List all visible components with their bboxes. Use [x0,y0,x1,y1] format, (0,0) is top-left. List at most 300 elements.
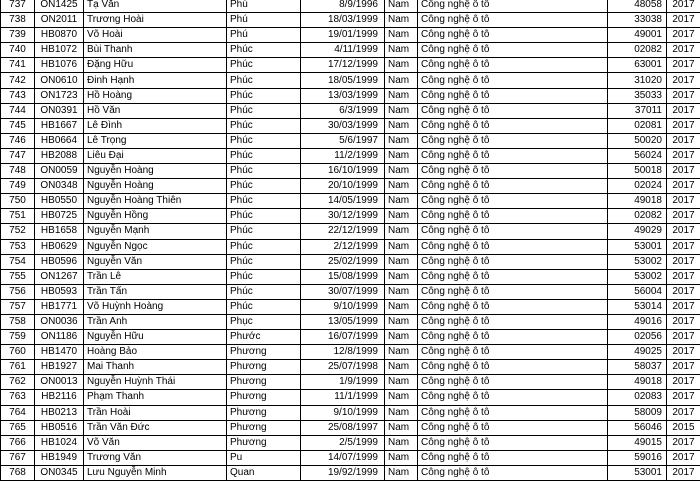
surname-cell: Nguyễn Hoàng Thiên [84,194,227,209]
given-name-cell: Phúc [227,58,301,73]
graduation-year-cell: 2017 [667,43,700,58]
major-cell: Công nghệ ô tô [418,450,608,465]
certificate-number-cell: 50020 [608,133,667,148]
date-of-birth-cell: 16/07/1999 [301,330,385,345]
gender-cell: Nam [385,194,418,209]
table-row [1,405,700,420]
graduation-year-cell: 2017 [667,0,700,13]
row-number-cell: 748 [1,164,35,179]
row-number-cell: 767 [1,450,35,465]
date-of-birth-cell: 30/07/1999 [301,284,385,299]
date-of-birth-cell: 25/08/1997 [301,420,385,435]
surname-cell: Bùi Thanh [84,43,227,58]
table-row [1,73,700,88]
given-name-cell: Phục [227,314,301,329]
graduation-year-cell: 2017 [667,179,700,194]
surname-cell: Võ Huỳnh Hoàng [84,299,227,314]
certificate-number-cell: 31020 [608,73,667,88]
table-row [1,420,700,435]
certificate-number-cell: 33038 [608,13,667,28]
date-of-birth-cell: 8/9/1996 [301,0,385,13]
student-code-cell: HB1771 [35,299,84,314]
row-number-cell: 741 [1,58,35,73]
surname-cell: Lê Đình [84,118,227,133]
given-name-cell: Phương [227,405,301,420]
student-code-cell: ON0036 [35,314,84,329]
certificate-number-cell: 49018 [608,194,667,209]
graduation-year-cell: 2017 [667,239,700,254]
graduation-year-cell: 2017 [667,103,700,118]
student-code-cell: ON0610 [35,73,84,88]
student-code-cell: HB0725 [35,209,84,224]
graduation-year-cell: 2017 [667,13,700,28]
date-of-birth-cell: 2/12/1999 [301,239,385,254]
date-of-birth-cell: 9/10/1999 [301,405,385,420]
row-number-cell: 759 [1,330,35,345]
certificate-number-cell: 59016 [608,450,667,465]
date-of-birth-cell: 11/1/1999 [301,390,385,405]
date-of-birth-cell: 19/01/1999 [301,28,385,43]
surname-cell: Trương Văn [84,450,227,465]
table-row [1,43,700,58]
gender-cell: Nam [385,360,418,375]
given-name-cell: Phúc [227,224,301,239]
table-row [1,254,700,269]
surname-cell: Nguyễn Hoàng [84,179,227,194]
gender-cell: Nam [385,73,418,88]
given-name-cell: Phúc [227,299,301,314]
gender-cell: Nam [385,239,418,254]
major-cell: Công nghệ ô tô [418,390,608,405]
surname-cell: Nguyễn Hoàng [84,164,227,179]
date-of-birth-cell: 9/10/1999 [301,299,385,314]
certificate-number-cell: 56024 [608,148,667,163]
certificate-number-cell: 58037 [608,360,667,375]
row-number-cell: 739 [1,28,35,43]
major-cell: Công nghệ ô tô [418,465,608,480]
certificate-number-cell: 58009 [608,405,667,420]
major-cell: Công nghệ ô tô [418,435,608,450]
gender-cell: Nam [385,13,418,28]
student-code-cell: ON0391 [35,103,84,118]
date-of-birth-cell: 25/07/1998 [301,360,385,375]
surname-cell: Trần Lê [84,269,227,284]
table-row [1,284,700,299]
student-code-cell: HB1470 [35,345,84,360]
given-name-cell: Phúc [227,103,301,118]
surname-cell: Phạm Thanh [84,390,227,405]
given-name-cell: Phương [227,375,301,390]
graduation-year-cell: 2017 [667,88,700,103]
table-row [1,390,700,405]
student-code-cell: ON2011 [35,13,84,28]
gender-cell: Nam [385,330,418,345]
student-code-cell: HB0664 [35,133,84,148]
major-cell: Công nghệ ô tô [418,164,608,179]
graduation-year-cell: 2017 [667,375,700,390]
certificate-number-cell: 49025 [608,345,667,360]
table-row [1,314,700,329]
certificate-number-cell: 49018 [608,375,667,390]
gender-cell: Nam [385,390,418,405]
major-cell: Công nghệ ô tô [418,239,608,254]
surname-cell: Nguyễn Hữu [84,330,227,345]
table-row [1,375,700,390]
surname-cell: Mai Thanh [84,360,227,375]
gender-cell: Nam [385,375,418,390]
graduation-year-cell: 2017 [667,209,700,224]
graduation-year-cell: 2017 [667,314,700,329]
given-name-cell: Phúc [227,73,301,88]
gender-cell: Nam [385,420,418,435]
surname-cell: Võ Hoài [84,28,227,43]
given-name-cell: Phúc [227,88,301,103]
major-cell: Công nghệ ô tô [418,314,608,329]
table-row [1,88,700,103]
student-code-cell: HB2088 [35,148,84,163]
table-row [1,164,700,179]
table-row [1,0,700,13]
certificate-number-cell: 02024 [608,179,667,194]
graduation-year-cell: 2017 [667,435,700,450]
graduation-year-cell: 2017 [667,133,700,148]
date-of-birth-cell: 2/5/1999 [301,435,385,450]
student-code-cell: ON0013 [35,375,84,390]
date-of-birth-cell: 12/8/1999 [301,345,385,360]
given-name-cell: Phương [227,420,301,435]
certificate-number-cell: 53001 [608,465,667,480]
major-cell: Công nghệ ô tô [418,345,608,360]
date-of-birth-cell: 6/3/1999 [301,103,385,118]
date-of-birth-cell: 30/12/1999 [301,209,385,224]
row-number-cell: 761 [1,360,35,375]
surname-cell: Tạ Văn [84,0,227,13]
surname-cell: Nguyễn Huỳnh Thái [84,375,227,390]
surname-cell: Trần Tấn [84,284,227,299]
gender-cell: Nam [385,209,418,224]
gender-cell: Nam [385,88,418,103]
gender-cell: Nam [385,148,418,163]
gender-cell: Nam [385,284,418,299]
surname-cell: Đặng Hữu [84,58,227,73]
student-code-cell: ON1186 [35,330,84,345]
gender-cell: Nam [385,224,418,239]
certificate-number-cell: 02056 [608,330,667,345]
student-code-cell: ON1425 [35,0,84,13]
major-cell: Công nghệ ô tô [418,360,608,375]
surname-cell: Hồ Hoàng [84,88,227,103]
major-cell: Công nghệ ô tô [418,103,608,118]
surname-cell: Đinh Hạnh [84,73,227,88]
graduation-year-cell: 2017 [667,194,700,209]
major-cell: Công nghệ ô tô [418,375,608,390]
given-name-cell: Phú [227,0,301,13]
surname-cell: Nguyễn Văn [84,254,227,269]
student-code-cell: HB0593 [35,284,84,299]
table-row [1,239,700,254]
graduation-year-cell: 2017 [667,269,700,284]
graduation-year-cell: 2017 [667,299,700,314]
row-number-cell: 762 [1,375,35,390]
student-code-cell: HB0516 [35,420,84,435]
student-code-cell: ON1723 [35,88,84,103]
gender-cell: Nam [385,405,418,420]
graduation-year-cell: 2017 [667,118,700,133]
student-code-cell: ON0059 [35,164,84,179]
certificate-number-cell: 49016 [608,314,667,329]
row-number-cell: 738 [1,13,35,28]
major-cell: Công nghệ ô tô [418,28,608,43]
gender-cell: Nam [385,43,418,58]
major-cell: Công nghệ ô tô [418,224,608,239]
table-row [1,450,700,465]
row-number-cell: 752 [1,224,35,239]
student-code-cell: HB0550 [35,194,84,209]
student-code-cell: HB1658 [35,224,84,239]
date-of-birth-cell: 5/6/1997 [301,133,385,148]
surname-cell: Trần Hoài [84,405,227,420]
row-number-cell: 743 [1,88,35,103]
given-name-cell: Phúc [227,284,301,299]
date-of-birth-cell: 11/2/1999 [301,148,385,163]
date-of-birth-cell: 20/10/1999 [301,179,385,194]
student-code-cell: HB0596 [35,254,84,269]
table-row [1,133,700,148]
major-cell: Công nghệ ô tô [418,284,608,299]
major-cell: Công nghệ ô tô [418,13,608,28]
graduation-year-cell: 2017 [667,164,700,179]
date-of-birth-cell: 18/05/1999 [301,73,385,88]
student-code-cell: HB1927 [35,360,84,375]
major-cell: Công nghệ ô tô [418,148,608,163]
gender-cell: Nam [385,118,418,133]
row-number-cell: 757 [1,299,35,314]
student-code-cell: HB2116 [35,390,84,405]
date-of-birth-cell: 17/12/1999 [301,58,385,73]
certificate-number-cell: 53001 [608,239,667,254]
gender-cell: Nam [385,179,418,194]
gender-cell: Nam [385,133,418,148]
gender-cell: Nam [385,269,418,284]
table-row [1,118,700,133]
graduation-year-cell: 2017 [667,330,700,345]
graduation-year-cell: 2015 [667,420,700,435]
student-code-cell: HB1667 [35,118,84,133]
row-number-cell: 751 [1,209,35,224]
date-of-birth-cell: 13/05/1999 [301,314,385,329]
certificate-number-cell: 56004 [608,284,667,299]
certificate-number-cell: 53002 [608,269,667,284]
given-name-cell: Phúc [227,209,301,224]
surname-cell: Trần Anh [84,314,227,329]
major-cell: Công nghệ ô tô [418,58,608,73]
gender-cell: Nam [385,58,418,73]
certificate-number-cell: 53014 [608,299,667,314]
date-of-birth-cell: 22/12/1999 [301,224,385,239]
certificate-number-cell: 37011 [608,103,667,118]
table-row [1,103,700,118]
table-row [1,299,700,314]
student-code-cell: ON0345 [35,465,84,480]
surname-cell: Lưu Nguyễn Minh [84,465,227,480]
major-cell: Công nghệ ô tô [418,118,608,133]
given-name-cell: Phúc [227,239,301,254]
major-cell: Công nghệ ô tô [418,299,608,314]
given-name-cell: Pu [227,450,301,465]
date-of-birth-cell: 15/08/1999 [301,269,385,284]
graduation-year-cell: 2017 [667,148,700,163]
graduation-year-cell: 2017 [667,224,700,239]
gender-cell: Nam [385,254,418,269]
surname-cell: Nguyễn Hồng [84,209,227,224]
row-number-cell: 746 [1,133,35,148]
graduation-year-cell: 2017 [667,390,700,405]
student-code-cell: ON1267 [35,269,84,284]
student-code-cell: HB0629 [35,239,84,254]
row-number-cell: 740 [1,43,35,58]
gender-cell: Nam [385,164,418,179]
date-of-birth-cell: 25/02/1999 [301,254,385,269]
certificate-number-cell: 49015 [608,435,667,450]
row-number-cell: 768 [1,465,35,480]
graduation-year-cell: 2017 [667,465,700,480]
row-number-cell: 745 [1,118,35,133]
major-cell: Công nghệ ô tô [418,254,608,269]
graduation-year-cell: 2017 [667,450,700,465]
row-number-cell: 760 [1,345,35,360]
given-name-cell: Phú [227,28,301,43]
major-cell: Công nghệ ô tô [418,405,608,420]
given-name-cell: Phương [227,360,301,375]
graduation-year-cell: 2017 [667,345,700,360]
table-row [1,148,700,163]
table-row [1,13,700,28]
gender-cell: Nam [385,465,418,480]
given-name-cell: Phúc [227,269,301,284]
surname-cell: Liêu Đại [84,148,227,163]
row-number-cell: 742 [1,73,35,88]
gender-cell: Nam [385,450,418,465]
date-of-birth-cell: 13/03/1999 [301,88,385,103]
certificate-number-cell: 53002 [608,254,667,269]
row-number-cell: 749 [1,179,35,194]
graduation-year-cell: 2017 [667,58,700,73]
gender-cell: Nam [385,314,418,329]
given-name-cell: Phương [227,390,301,405]
row-number-cell: 750 [1,194,35,209]
gender-cell: Nam [385,0,418,13]
major-cell: Công nghệ ô tô [418,43,608,58]
row-number-cell: 754 [1,254,35,269]
row-number-cell: 763 [1,390,35,405]
certificate-number-cell: 35033 [608,88,667,103]
given-name-cell: Phúc [227,148,301,163]
table-row [1,179,700,194]
major-cell: Công nghệ ô tô [418,88,608,103]
row-number-cell: 747 [1,148,35,163]
table-row [1,209,700,224]
given-name-cell: Phúc [227,43,301,58]
major-cell: Công nghệ ô tô [418,133,608,148]
certificate-number-cell: 56046 [608,420,667,435]
table-row [1,345,700,360]
given-name-cell: Phương [227,345,301,360]
row-number-cell: 756 [1,284,35,299]
major-cell: Công nghệ ô tô [418,420,608,435]
student-code-cell: HB1072 [35,43,84,58]
major-cell: Công nghệ ô tô [418,179,608,194]
student-code-cell: HB0870 [35,28,84,43]
certificate-number-cell: 02082 [608,209,667,224]
date-of-birth-cell: 30/03/1999 [301,118,385,133]
graduation-year-cell: 2017 [667,405,700,420]
given-name-cell: Phúc [227,164,301,179]
student-code-cell: HB1024 [35,435,84,450]
student-code-cell: HB1076 [35,58,84,73]
surname-cell: Nguyễn Ngọc [84,239,227,254]
given-name-cell: Phúc [227,254,301,269]
surname-cell: Hoàng Bảo [84,345,227,360]
table-row [1,360,700,375]
student-code-cell: HB0213 [35,405,84,420]
gender-cell: Nam [385,299,418,314]
surname-cell: Lê Trọng [84,133,227,148]
date-of-birth-cell: 18/03/1999 [301,13,385,28]
student-code-cell: ON0348 [35,179,84,194]
certificate-number-cell: 49001 [608,28,667,43]
student-code-cell: HB1949 [35,450,84,465]
certificate-number-cell: 49029 [608,224,667,239]
graduation-year-cell: 2017 [667,73,700,88]
date-of-birth-cell: 16/10/1999 [301,164,385,179]
given-name-cell: Phúc [227,194,301,209]
row-number-cell: 758 [1,314,35,329]
row-number-cell: 755 [1,269,35,284]
certificate-number-cell: 50018 [608,164,667,179]
given-name-cell: Phúc [227,179,301,194]
table-row [1,330,700,345]
row-number-cell: 766 [1,435,35,450]
certificate-number-cell: 02081 [608,118,667,133]
given-name-cell: Phú [227,13,301,28]
table-row [1,58,700,73]
major-cell: Công nghệ ô tô [418,73,608,88]
certificate-number-cell: 63001 [608,58,667,73]
table-row [1,224,700,239]
date-of-birth-cell: 19/92/1999 [301,465,385,480]
date-of-birth-cell: 14/07/1999 [301,450,385,465]
row-number-cell: 744 [1,103,35,118]
graduation-year-cell: 2017 [667,254,700,269]
major-cell: Công nghệ ô tô [418,0,608,13]
major-cell: Công nghệ ô tô [418,330,608,345]
student-table-body [1,0,700,481]
graduation-year-cell: 2017 [667,28,700,43]
surname-cell: Trần Văn Đức [84,420,227,435]
given-name-cell: Phương [227,435,301,450]
table-row [1,435,700,450]
row-number-cell: 765 [1,420,35,435]
row-number-cell: 764 [1,405,35,420]
row-number-cell: 737 [1,0,35,13]
graduation-year-cell: 2017 [667,284,700,299]
given-name-cell: Phước [227,330,301,345]
gender-cell: Nam [385,28,418,43]
major-cell: Công nghệ ô tô [418,209,608,224]
certificate-number-cell: 02082 [608,43,667,58]
table-row [1,269,700,284]
given-name-cell: Phúc [227,118,301,133]
